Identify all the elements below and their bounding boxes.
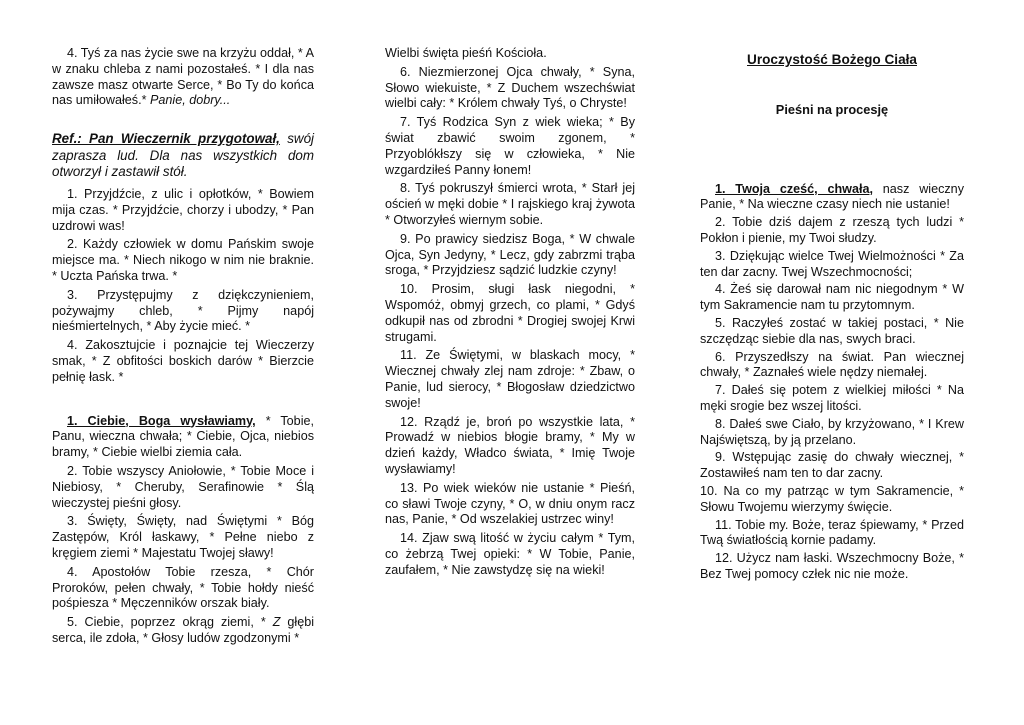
verse: 4. Tyś za nas życie swe na krzyżu oddał, * A w znaku chleba z nami pozostałeś. * I dla nas zawsze masz otwarte Serce, * Bo Ty do końca nas umiłowałeś.* Panie, dobry... [52,46,314,108]
refrain: Ref.: Pan Wieczernik przygotował, swój zaprasza lud. Dla nas wszystkich dom otworzył i zastawił stół. [52,131,314,180]
hymn-title: 1. Ciebie, Boga wysławiamy, [67,413,256,428]
verse: 3. Dziękując wielce Twej Wielmożności * Za ten dar zacny. Twej Wszechmocności; [700,248,964,279]
verse: 12. Użycz nam łaski. Wszechmocny Boże, * Bez Twej pomocy człek nic nie może. [700,551,964,581]
verse: 10. Prosim, sługi łask niegodni, * Wspomóż, obmyj grzech, co plami, * Gdyś odkupił nas od zbrodni * Drogiej swojej Krwi strugami. [385,282,635,344]
verse: 11. Tobie my. Boże, teraz śpiewamy, * Przed Twą światłością kornie padamy. [700,517,964,548]
verse: 8. Tyś pokruszył śmierci wrota, * Starł jej oścień w męki dobie * I rajskiego kraj żywota * Otworzyłeś wiernym sobie. [385,181,635,227]
hymn-first-verse: 1. Twoja cześć, chwała, nasz wieczny Panie, * Na wieczne czasy niech nie ustanie! [700,181,964,212]
column-middle [385,46,635,582]
verse: 2. Tobie wszyscy Aniołowie, * Tobie Moce i Niebiosy, * Cheruby, Serafinowie * Ślą wieczystej pieśni głosy. [52,463,314,510]
verse: 4. Żeś się darował nam nic niegodnym * W tym Sakramencie nam tu przytomnym. [700,282,964,313]
verse: 6. Przyszedłszy na świat. Pan wiecznej chwały, * Zaznałeś wiele nędzy niemałej. [700,349,964,380]
verse: 11. Ze Świętymi, w blaskach mocy, * Wiecznej chwały zlej nam zdroje: * Zbaw, o Panie, lud sierocy, * Błogosław dziedzictwo swoje! [385,348,635,410]
verse: 4. Apostołów Tobie rzesza, * Chór Proroków, pełen chwały, * Tobie hołdy nieść pośpiesza * Męczenników orszak biały. [52,564,314,611]
verse: 7. Tyś Rodzica Syn z wiek wieka; * By świat zbawić swoim zgonem, * Przyoblókłszy się w człowieka, * Nie wzgardziłeś Panny łonem! [385,115,635,177]
verse: 8. Dałeś swe Ciało, by krzyżowano, * I Krew Najświętszą, by ją przelano. [700,416,964,447]
verse: 5. Raczyłeś zostać w takiej postaci, * Nie szczędząc siebie dla nas, swych braci. [700,315,964,346]
verse: 3. Przystępujmy z dziękczynieniem, pożywajmy chleb, * Pijmy napój nieśmiertelnych, * Aby życie mieć. * [52,287,314,334]
column-left [52,46,314,650]
hymn-title: 1. Twoja cześć, chwała, [715,181,873,196]
verse: 9. Po prawicy siedzisz Boga, * W chwale Ojca, Syn Jedyny, * Lecz, gdy zabrzmi trąba sroga, * Przyjdziesz sądzić ludzkie czyny! [385,231,635,278]
verse: 6. Niezmierzonej Ojca chwały, * Syna, Słowo wiekuiste, * Z Duchem wszechświat wielbi cały: * Królem chwały Tyś, o Chryste! [385,64,635,111]
page-subtitle: Pieśni na procesję [775,101,889,117]
verse: 14. Zjaw swą litość w życiu całym * Tym, co żebrzą Twej opieki: * W Tobie, Panie, zaufałem, * Nie zawstydzę się na wieki! [385,531,635,577]
verse-continuation: Wielbi święta pieśń Kościoła. [385,46,547,60]
verse: 1. Przyjdźcie, z ulic i opłotków, * Bowiem mija czas. * Przyjdźcie, chorzy i ubodzy, * Pan uzdrowi was! [52,186,314,233]
verse: 2. Każdy człowiek w domu Pańskim swoje miejsce ma. * Niech nikogo w nim nie braknie. * Uczta Pańska trwa. * [52,237,314,283]
verse: 2. Tobie dziś dajem z rzeszą tych ludzi * Pokłon i pienie, my Twoi słudzy. [700,215,964,245]
verse: 7. Dałeś się potem z wielkiej miłości * Na męki srogie bez wszej litości. [700,383,964,413]
verse: 9. Wstępując zasię do chwały wiecznej, * Zostawiłeś nam ten to dar zacny. [700,450,964,481]
verse: 4. Zakosztujcie i poznajcie tej Wieczerzy smak, * Z obfitości boskich darów * Bierzcie pełnię łask. * [52,338,314,384]
page-title: Uroczystość Bożego Ciała [747,52,917,67]
verse: 5. Ciebie, poprzez okrąg ziemi, * Z głębi serca, ile zdoła, * Głosy ludów zgodzonymi * [52,615,314,645]
refrain-label: Ref.: Pan Wieczernik przygotował, [52,131,280,147]
hymn-first-verse: 1. Ciebie, Boga wysławiamy, * Tobie, Panu, wieczna chwała; * Ciebie, Ojca, niebios bramy, * Ciebie wielbi ziemia cała. [52,413,314,460]
column-right [700,46,964,585]
verse: 12. Rządź je, broń po wszystkie lata, * Prowadź w niebios błogie bramy, * My w dzień każdy, Władco świata, * Imię Twoje wysławiamy! [385,414,635,476]
verse: 13. Po wiek wieków nie ustanie * Pieśń, co sławi Twoje czyny, * O, w dniu onym racz nas, Panie, * Od wszelakiej ustrzec winy! [385,480,635,527]
verse: 3. Święty, Święty, nad Świętymi * Bóg Zastępów, Król łaskawy, * Pełne niebo z kręgiem ziemi * Majestatu Twojej sławy! [52,514,314,560]
verse: 10. Na co my patrząc w tym Sakramencie, * Słowu Twojemu wierzymy święcie. [700,483,964,514]
